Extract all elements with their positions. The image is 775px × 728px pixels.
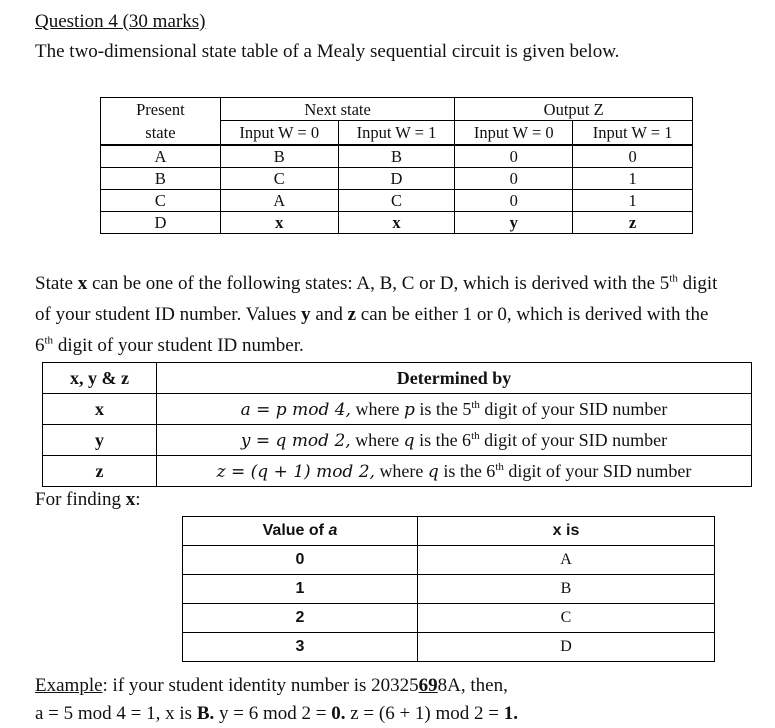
cell-present: A [101,145,221,168]
example-line-2: a = 5 mod 4 = 1, x is B. y = 6 mod 2 = 0. z = (6 + 1) mod 2 = 1. [35,703,518,724]
table-row [183,604,715,633]
cell-var: y [43,425,157,456]
cell-a-value: 0 [183,546,418,575]
cell-x-value: D [418,633,715,662]
example-line-1: Example: if your student identity number is 20325698A, then, [35,675,508,696]
paragraph-line-1: State x can be one of the following states: A, B, C or D, which is derived with the 5th digit [35,272,718,294]
cell-out-w0: y [455,212,573,234]
cell-var: z [43,456,157,487]
cell-out-w1: z [573,212,693,234]
table-row [183,546,715,575]
cell-out-w1: 1 [573,168,693,190]
cell-a-value: 1 [183,575,418,604]
state-table [100,97,693,234]
cell-ns-w1: B [338,145,455,168]
header-x-is: x is [418,517,715,546]
state-paragraph [35,268,717,361]
header-xyz: x, y & z [43,363,157,394]
cell-x-value: C [418,604,715,633]
header-ns-w1: Input W = 1 [338,121,455,146]
paragraph-line-3: 6th digit of your student ID number. [35,334,304,356]
cell-out-w0: 0 [455,190,573,212]
cell-var: x [43,394,157,425]
question-title: Question 4 (30 marks) [35,11,206,32]
header-out-w0: Input W = 0 [455,121,573,146]
header-determined-by: Determined by [157,363,752,394]
cell-x-value: A [418,546,715,575]
determined-by-table [42,362,752,487]
cell-present: D [101,212,221,234]
table-row [43,425,752,456]
cell-ns-w0: C [220,168,338,190]
table-row [43,394,752,425]
cell-formula: y = q mod 2, where q is the 6th digit of your SID number [157,425,752,456]
cell-ns-w1: C [338,190,455,212]
cell-ns-w1: D [338,168,455,190]
cell-a-value: 2 [183,604,418,633]
table-row [101,212,693,234]
example-label: Example [35,675,103,696]
cell-ns-w1: x [338,212,455,234]
table-row [43,456,752,487]
table-row [101,168,693,190]
value-of-a-table [182,516,715,662]
header-state: state [101,121,221,146]
cell-ns-w0: A [220,190,338,212]
cell-out-w1: 0 [573,145,693,168]
cell-formula: a = p mod 4, where p is the 5th digit of your SID number [157,394,752,425]
cell-x-value: B [418,575,715,604]
cell-a-value: 3 [183,633,418,662]
cell-ns-w0: x [220,212,338,234]
cell-out-w0: 0 [455,168,573,190]
cell-out-w1: 1 [573,190,693,212]
cell-ns-w0: B [220,145,338,168]
finding-x-label: For finding x: [35,489,141,510]
paragraph-line-2: of your student ID number. Values y and z can be either 1 or 0, which is derived with the [35,304,709,325]
cell-out-w0: 0 [455,145,573,168]
header-present-state: Present [101,98,221,121]
cell-present: C [101,190,221,212]
table-row [101,145,693,168]
header-ns-w0: Input W = 0 [220,121,338,146]
table-row [183,633,715,662]
cell-present: B [101,168,221,190]
table-row [101,190,693,212]
table-row [183,575,715,604]
question-intro: The two-dimensional state table of a Mealy sequential circuit is given below. [35,41,620,62]
header-output: Output Z [455,98,693,121]
cell-formula: z = (q + 1) mod 2, where q is the 6th digit of your SID number [157,456,752,487]
header-value-of-a: Value of a [183,517,418,546]
header-out-w1: Input W = 1 [573,121,693,146]
header-next-state: Next state [220,98,455,121]
